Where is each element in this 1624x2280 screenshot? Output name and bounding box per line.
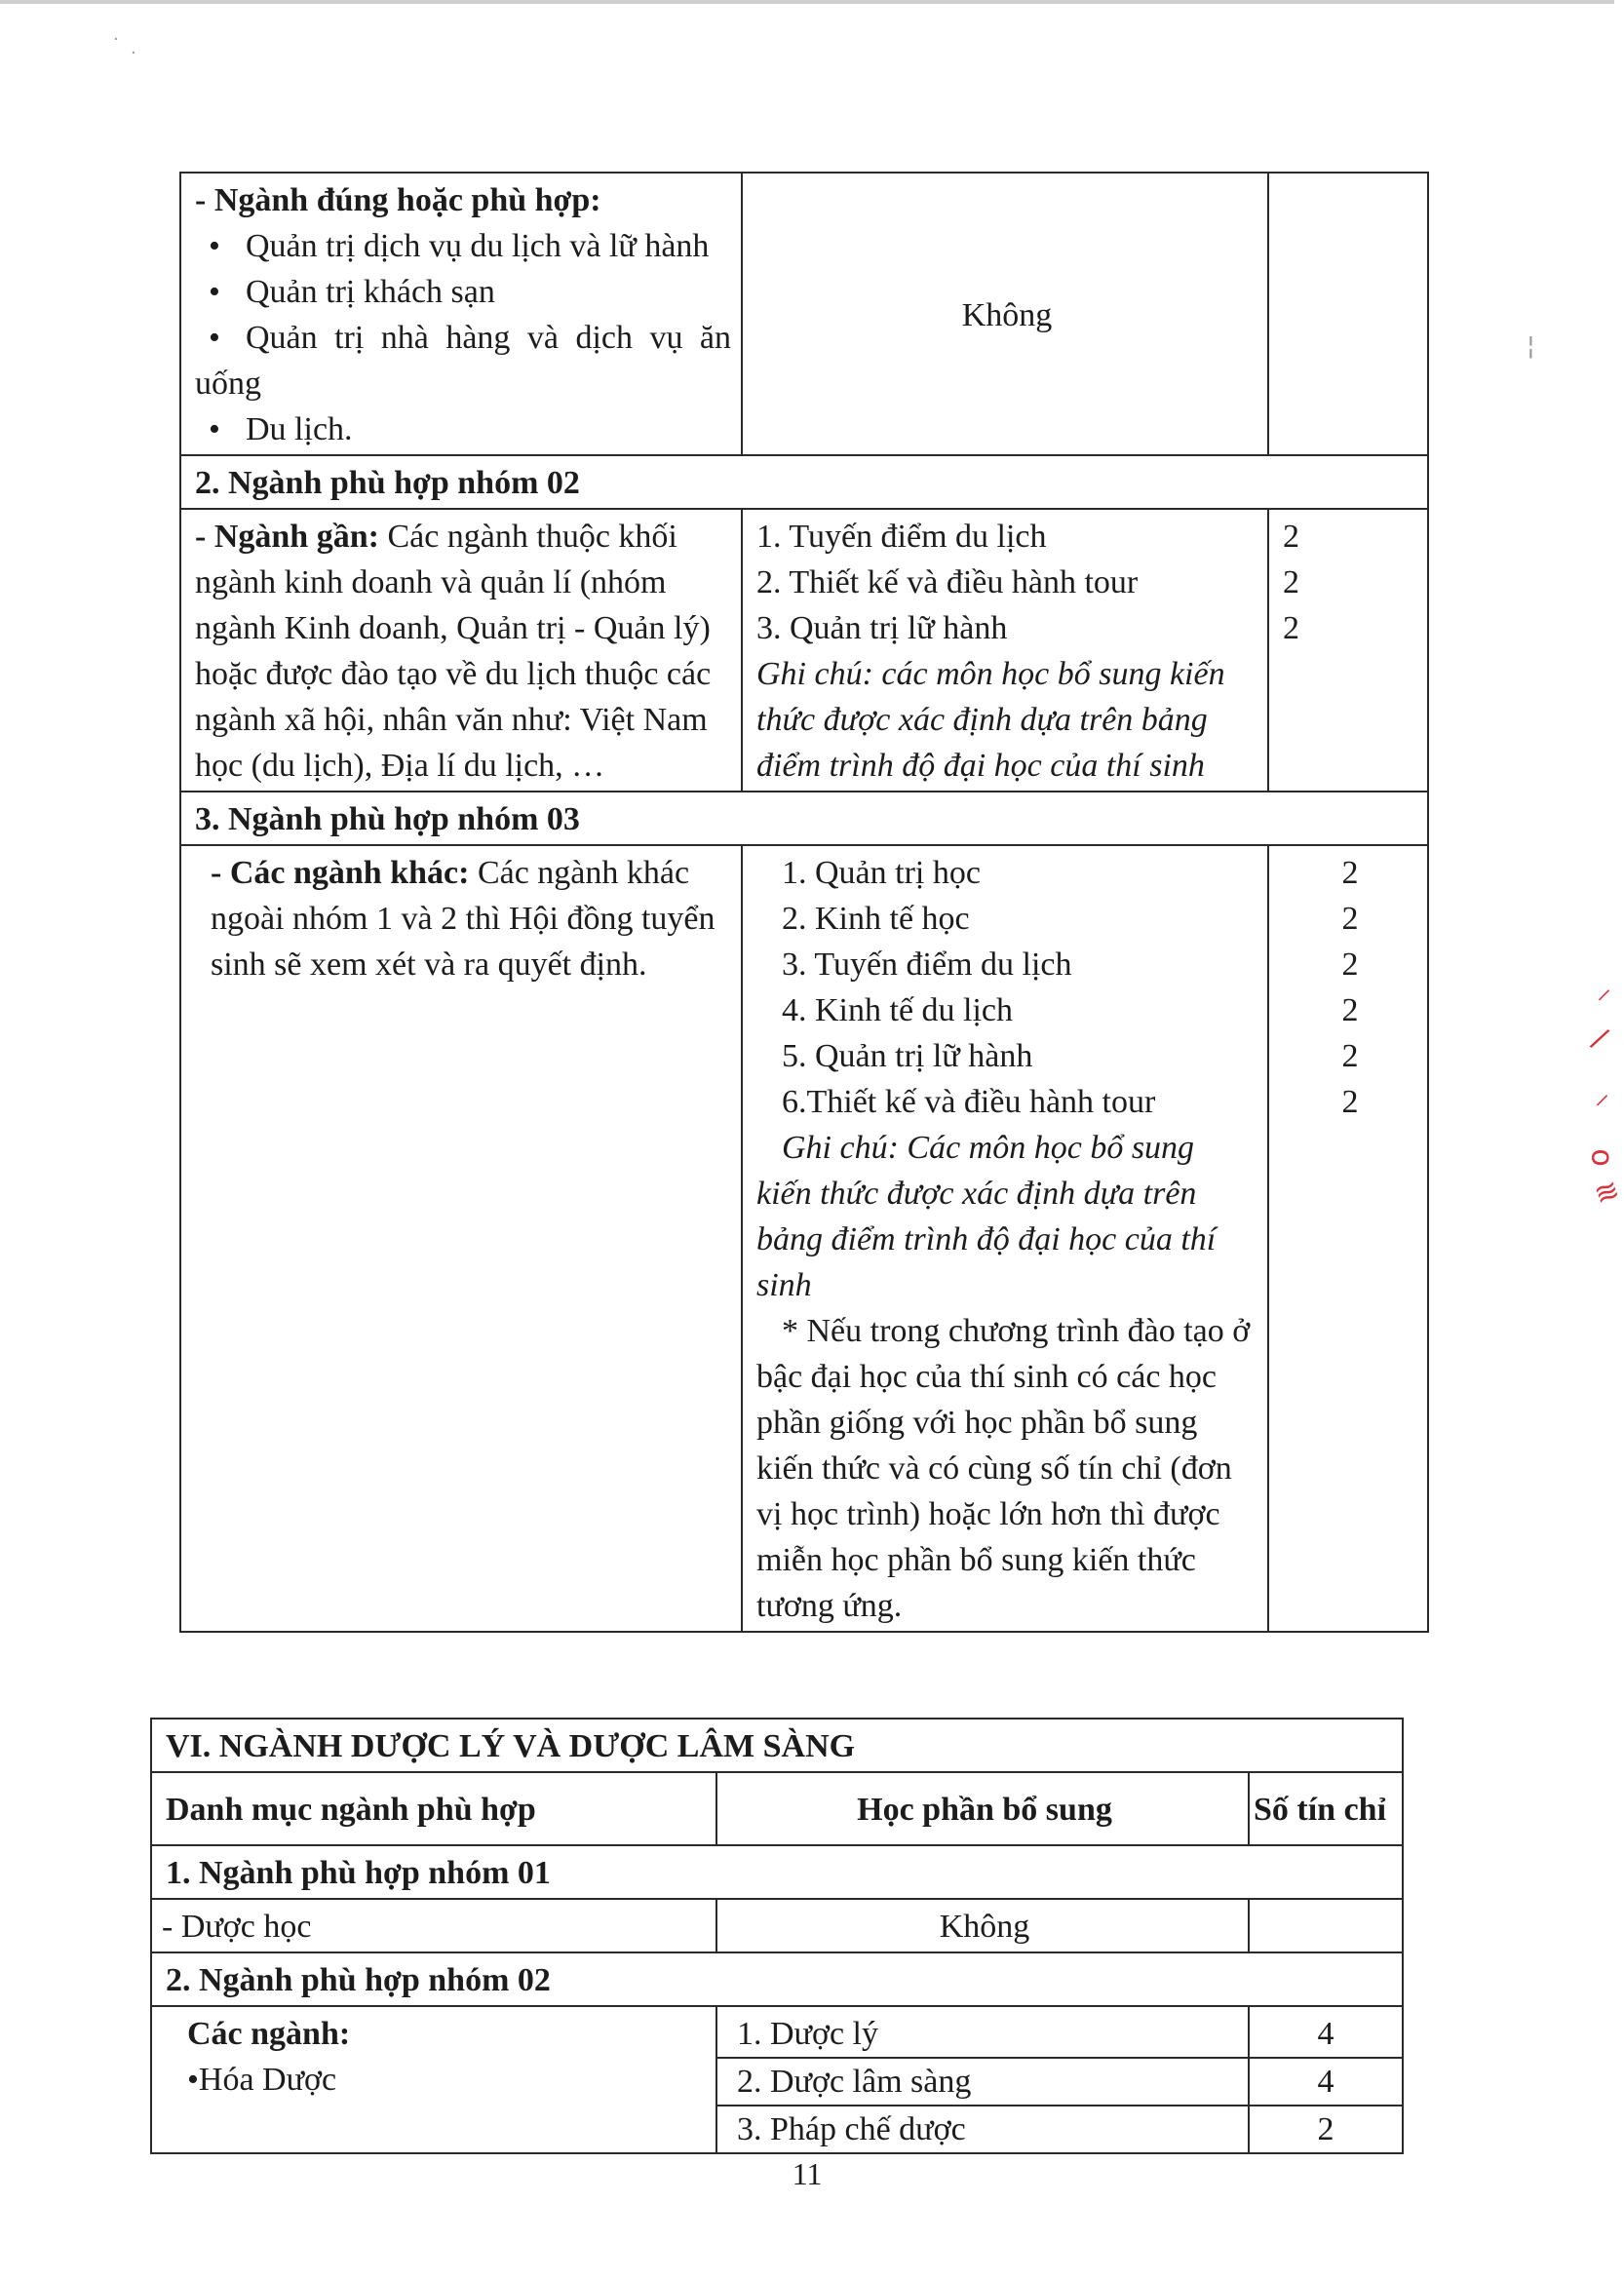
table-row <box>151 1719 1403 1772</box>
scan-speck: · <box>113 29 119 50</box>
course-item: 3. Tuyến điểm du lịch <box>782 947 1072 983</box>
course-note: Ghi chú: các môn học bổ sung kiến thức được xác định dựa trên bảng điểm trình độ đại học của thí sinh <box>756 656 1225 784</box>
course-item: 1. Quản trị học <box>782 855 981 891</box>
table-row <box>180 173 1428 455</box>
red-stamp-edge: ⸝ <box>1597 972 1611 1006</box>
scan-speck: ¦ <box>1527 331 1535 361</box>
red-stamp-edge: o <box>1584 1148 1619 1167</box>
group2-majors-cell <box>151 2006 716 2153</box>
credit-value: 2 <box>1341 855 1359 891</box>
table-row <box>151 1845 1403 1899</box>
credit-value: 4 <box>1250 2059 1402 2106</box>
group2-credits-cell <box>1249 2006 1403 2153</box>
table-row <box>151 2006 1403 2153</box>
course-note: Ghi chú: Các môn học bổ sung kiến thức được xác định dựa trên bảng điểm trình độ đại học của thí sinh <box>756 1130 1217 1303</box>
credit-value: 2 <box>1341 947 1359 983</box>
column-header-credits: Số tín chỉ <box>1249 1772 1403 1845</box>
table-row <box>151 1772 1403 1845</box>
course-item: 4. Kinh tế du lịch <box>782 992 1014 1028</box>
credit-value: 4 <box>1250 2007 1402 2059</box>
group1-credits-cell <box>1249 1899 1403 1952</box>
course-item: 2. Dược lâm sàng <box>717 2059 1248 2106</box>
group3-credits-cell <box>1268 845 1428 1632</box>
table-row <box>180 509 1428 792</box>
group2-label: Các ngành: <box>187 2016 351 2052</box>
table-row <box>151 1899 1403 1952</box>
group1-credits-cell <box>1268 173 1428 455</box>
group2-credits-cell <box>1268 509 1428 792</box>
red-stamp-edge: ⸝ <box>1595 1077 1609 1111</box>
credit-value: 2 <box>1341 992 1359 1028</box>
list-item: • Quản trị khách sạn <box>195 269 731 315</box>
table-row <box>180 845 1428 1632</box>
scan-speck: · <box>131 43 136 63</box>
credit-value: 2 <box>1341 1038 1359 1074</box>
exemption-note: * Nếu trong chương trình đào tạo ở bậc đại học của thí sinh có các học phần giống với học phần bổ sung kiến thức và có cùng số tín chỉ (đơn vị học trình) hoặc lớn hơn thì được miễn học phần bổ sung kiến thức tương ứng. <box>756 1313 1251 1624</box>
red-stamp-edge: ≋ <box>1589 1172 1624 1214</box>
group1-majors-cell <box>180 173 742 455</box>
section-6-title: VI. NGÀNH DƯỢC LÝ VÀ DƯỢC LÂM SÀNG <box>151 1719 1403 1772</box>
group3-text: Các ngành khác ngoài nhóm 1 và 2 thì Hội đồng tuyển sinh sẽ xem xét và ra quyết định. <box>211 855 715 983</box>
group1-supplement-cell: Không <box>742 173 1268 455</box>
credit-value: 2 <box>1341 901 1359 937</box>
course-item: 1. Tuyến điểm du lịch <box>756 519 1047 555</box>
list-item: •Hóa Dược <box>187 2062 337 2098</box>
course-item: 2. Kinh tế học <box>782 901 970 937</box>
group2-courses-cell <box>742 509 1268 792</box>
group2-header: 2. Ngành phù hợp nhóm 02 <box>180 455 1428 509</box>
course-item: 1. Dược lý <box>717 2007 1248 2059</box>
column-header-majors: Danh mục ngành phù hợp <box>151 1772 716 1845</box>
table-row <box>151 1952 1403 2006</box>
list-item: • Quản trị nhà hàng và dịch vụ ăn uống <box>195 315 731 406</box>
group3-label: - Các ngành khác: <box>211 855 470 891</box>
group3-majors-cell <box>180 845 742 1632</box>
red-stamp-edge: / <box>1586 1021 1613 1057</box>
section-5-table <box>179 172 1429 1633</box>
group1-item: - Dược học <box>151 1899 716 1952</box>
credit-value: 2 <box>1283 610 1299 646</box>
credit-value: 2 <box>1283 564 1299 600</box>
group2-header: 2. Ngành phù hợp nhóm 02 <box>151 1952 1403 2006</box>
group3-courses-cell <box>742 845 1268 1632</box>
course-item: 5. Quản trị lữ hành <box>782 1038 1033 1074</box>
group1-label: - Ngành đúng hoặc phù hợp: <box>195 182 601 218</box>
group2-label: - Ngành gần: <box>195 519 379 555</box>
group2-majors-cell <box>180 509 742 792</box>
group1-supplement-cell: Không <box>716 1899 1249 1952</box>
table-row <box>180 455 1428 509</box>
course-item: 3. Pháp chế dược <box>737 2111 966 2147</box>
credit-value: 2 <box>1341 1084 1359 1120</box>
group1-header: 1. Ngành phù hợp nhóm 01 <box>151 1845 1403 1899</box>
course-item: 2. Thiết kế và điều hành tour <box>756 564 1139 600</box>
group3-header: 3. Ngành phù hợp nhóm 03 <box>180 792 1428 845</box>
course-item: 3. Quản trị lữ hành <box>756 610 1008 646</box>
credit-value: 2 <box>1317 2111 1334 2147</box>
page-number: 11 <box>792 2156 823 2191</box>
section-6-table <box>150 1718 1404 2154</box>
course-item: 6.Thiết kế và điều hành tour <box>782 1084 1156 1120</box>
group2-text: Các ngành thuộc khối ngành kinh doanh và quản lí (nhóm ngành Kinh doanh, Quản trị - Quản lý) hoặc được đào tạo về du lịch thuộc các ngành xã hội, nhân văn như: Việt Nam học (du lịch), Địa lí du lịch, … <box>195 519 712 784</box>
list-item: • Du lịch. <box>195 406 731 452</box>
credit-value: 2 <box>1283 519 1299 555</box>
table-row <box>180 792 1428 845</box>
list-item: • Quản trị dịch vụ du lịch và lữ hành <box>195 223 731 269</box>
group2-item: Hóa Dược <box>198 2062 337 2098</box>
column-header-supplement: Học phần bổ sung <box>716 1772 1249 1845</box>
group2-courses-cell <box>716 2006 1249 2153</box>
